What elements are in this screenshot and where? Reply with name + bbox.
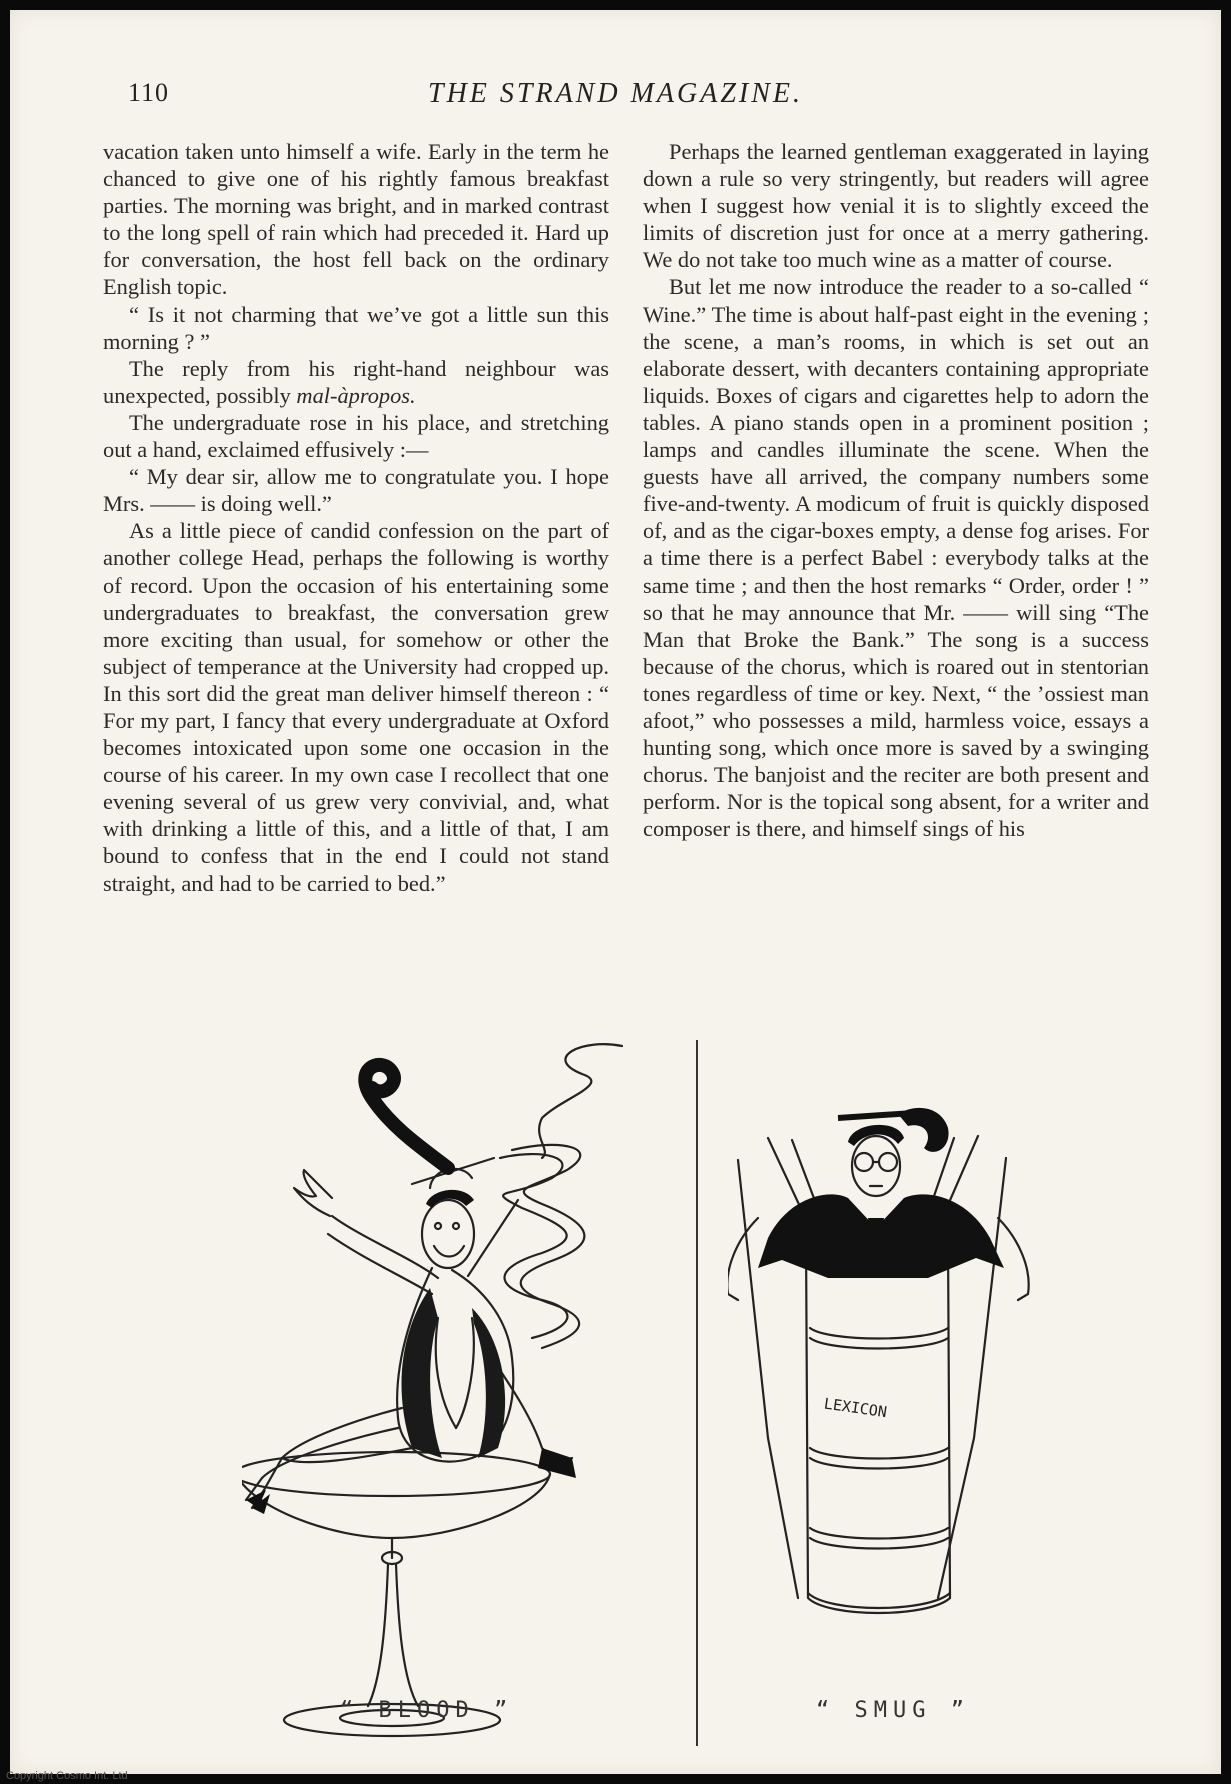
page-number: 110 [128, 78, 170, 107]
smug-illustration [728, 1038, 1048, 1748]
paragraph: vacation taken unto himself a wife. Early in the term he chanced to give one of his rightly famous breakfast parties. The morning was bright, and in marked contrast to the long spell of rain which had preceded it. Hard up for conversation, the host fell back on the ordinary English topic. [103, 139, 609, 300]
paragraph: The undergraduate rose in his place, and stretching out a hand, exclaimed effusively :— [103, 409, 609, 463]
magazine-page [10, 10, 1221, 1774]
paragraph: As a little piece of candid confession on the part of another college Head, perhaps the following is worthy of record. Upon the occasion of his entertaining some undergraduates to breakfast, the conversation grew more exciting than usual, for somehow or other the subject of temperance at the University had cropped up. In this sort did the great man deliver himself thereon : “ For my part, I fancy that every undergraduate at Oxford becomes intoxicated upon some one occasion in the course of his career. In my own case I recollect that one evening several of us grew very convivial, and, what with drinking a little of this, and a little of that, I am bound to confess that in the end I could not stand straight, and had to be carried to bed.” [103, 518, 609, 896]
paragraph: “ Is it not charming that we’ve got a little sun this morning ? ” [103, 301, 609, 354]
italic-phrase: mal-àpropos. [296, 382, 416, 408]
paragraph: “ My dear sir, allow me to congratulate you. I hope Mrs. —— is doing well.” [103, 464, 609, 517]
left-column [103, 138, 609, 897]
paragraph: The reply from his right-hand neighbour was unexpected, possibly mal-àpropos. [103, 355, 609, 408]
book-spine-label: LEXICON [822, 1394, 888, 1422]
copyright-notice: Copyright Cosmo Int. Ltd [6, 1770, 128, 1782]
column-divider [696, 1040, 698, 1746]
paragraph: Perhaps the learned gentleman exaggerated in laying down a rule so very stringently, but readers will agree when I suggest how venial it is to slightly exceed the limits of discretion just for once at a merry gathering. We do not take too much wine as a matter of course. [643, 139, 1149, 273]
blood-illustration [242, 1038, 662, 1748]
running-title: THE STRAND MAGAZINE. [428, 78, 803, 109]
page-header [10, 78, 1221, 118]
blood-caption: “ BLOOD ” [340, 1698, 514, 1723]
right-column [643, 138, 1149, 842]
smug-caption: “ SMUG ” [816, 1698, 970, 1723]
paragraph: But let me now introduce the reader to a so-called “ Wine.” The time is about half-past eight in the evening ; the scene, a man’s rooms, in which is set out an elaborate dessert, with decanters containing appropriate liquids. Boxes of cigars and cigarettes help to adorn the tables. A piano stands open in a prominent position ; lamps and candles illuminate the scene. When the guests have all arrived, the company numbers some five-and-twenty. A modicum of fruit is quickly disposed of, and as the cigar-boxes empty, a dense fog arises. For a time there is a perfect Babel : everybody talks at the same time ; and then the host remarks “ Order, order ! ” so that he may announce that Mr. —— will sing “The Man that Broke the Bank.” The song is a success because of the chorus, which is roared out in stentorian tones regardless of time or key. Next, “ the ’ossiest man afoot,” who possesses a mild, harmless voice, essays a hunting song, which once more is saved by a swinging chorus. The banjoist and the reciter are both present and perform. Nor is the topical song absent, for a writer and composer is there, and himself sings of his [643, 274, 1149, 842]
